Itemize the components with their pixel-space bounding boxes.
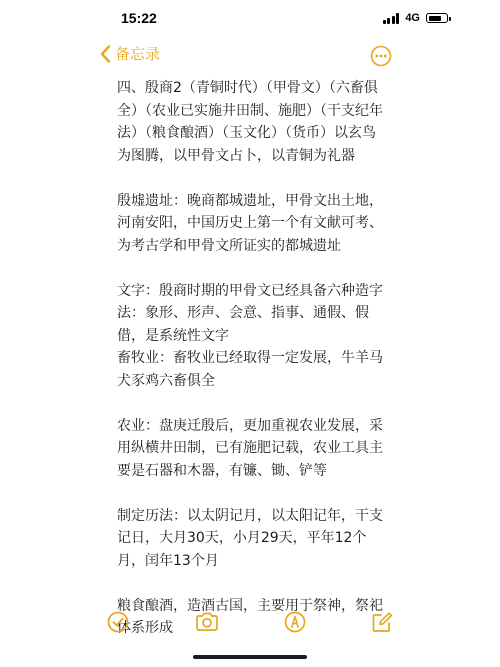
battery-level — [429, 16, 442, 21]
back-button[interactable] — [100, 43, 160, 64]
status-indicators — [383, 12, 448, 24]
status-bar — [0, 0, 500, 38]
home-indicator — [193, 655, 307, 659]
note-body[interactable] — [117, 77, 385, 662]
ellipsis-circle-icon — [370, 45, 392, 67]
note-paragraph: 畜牧业：畜牧业已经取得一定发展，牛羊马犬豕鸡六畜俱全 — [117, 350, 383, 389]
signal-icon — [383, 13, 400, 24]
note-paragraph: 制定历法：以太阴记月，以太阳记年，干支记日，大月30天，小月29天，平年12个月，闰年13个月 — [117, 507, 383, 569]
compose-button[interactable] — [370, 610, 394, 634]
bottom-toolbar — [0, 610, 500, 640]
markup-icon — [283, 610, 307, 634]
note-paragraph: 文字：殷商时期的甲骨文已经具备六种造字法：象形、形声、会意、指事、通假、假借，是系统性文字 — [117, 282, 383, 344]
network-type: 4G — [405, 12, 420, 24]
note-paragraph: 四、殷商2（青铜时代）（甲骨文）（六畜俱全）（农业已实施井田制、施肥）（干支纪年法）（粮食酿酒）（玉文化）（货币）以玄鸟为图腾，以甲骨文占卜，以青铜为礼器 — [117, 80, 383, 164]
camera-button[interactable] — [194, 610, 220, 634]
compose-icon — [370, 610, 394, 634]
markup-button[interactable] — [283, 610, 307, 634]
status-time: 15:22 — [121, 10, 157, 26]
checklist-button[interactable] — [106, 610, 130, 634]
more-button[interactable] — [370, 45, 392, 67]
battery-icon — [426, 13, 448, 23]
note-paragraph: 粮食酿酒，造酒古国，主要用于祭神，祭祀体系形成 — [117, 597, 383, 636]
camera-icon — [194, 610, 220, 634]
back-label: 备忘录 — [115, 45, 161, 63]
note-paragraph: 殷墟遗址：晚商都城遗址，甲骨文出土地，河南安阳，中国历史上第一个有文献可考、为考古学和甲骨文所证实的都城遗址 — [117, 192, 383, 254]
chevron-left-icon — [100, 45, 111, 63]
checklist-icon — [106, 610, 130, 634]
note-paragraph: 农业：盘庚迁殷后，更加重视农业发展，采用纵横井田制，已有施肥记载，农业工具主要是石器和木器，有镰、锄、铲等 — [117, 417, 383, 479]
